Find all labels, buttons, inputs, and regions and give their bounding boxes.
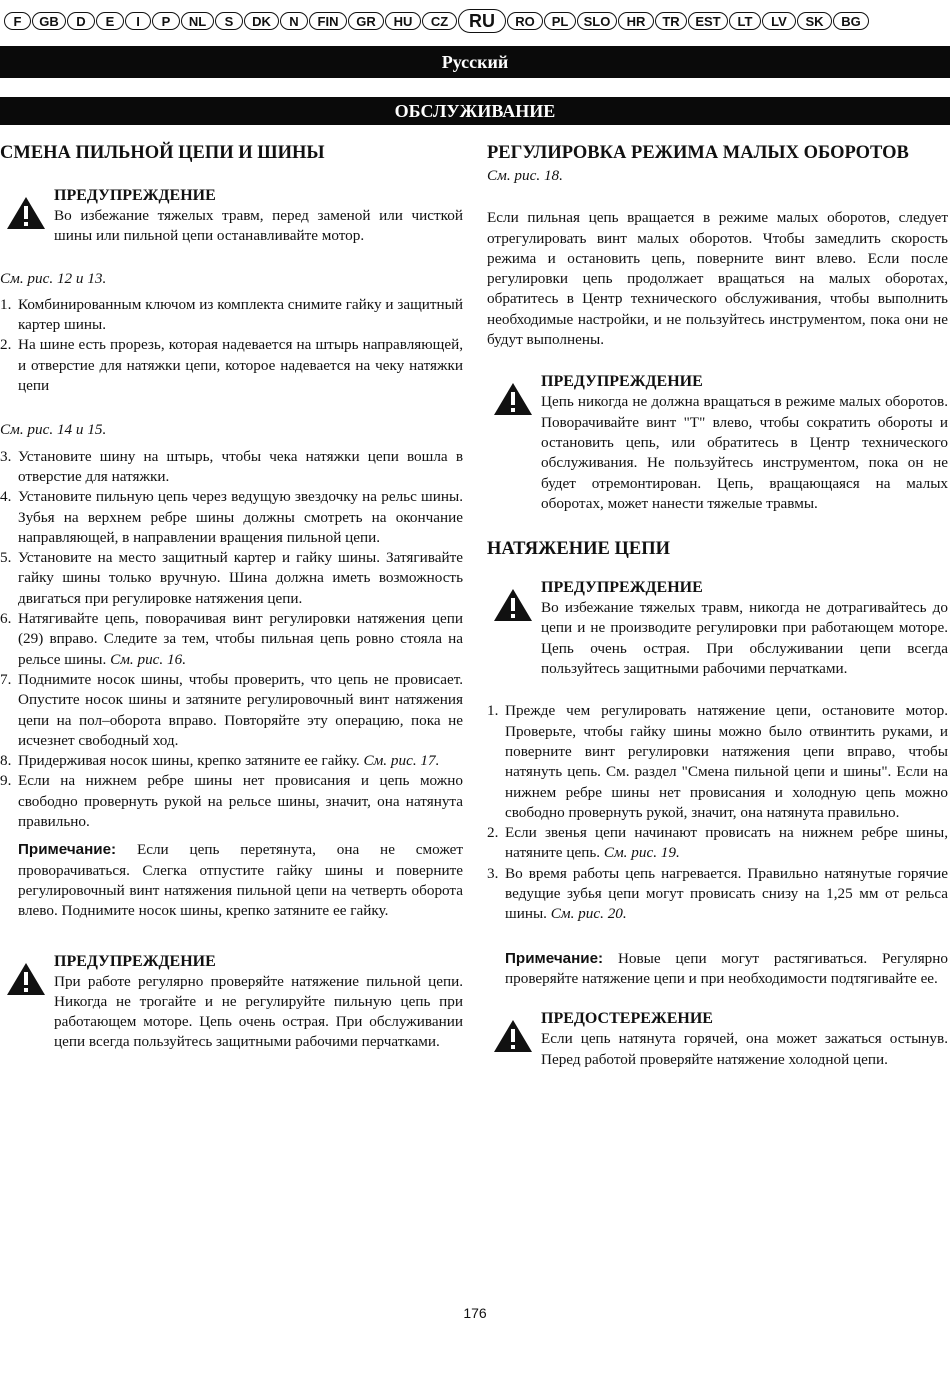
warning-triangle-icon (493, 382, 533, 416)
list-item-number: 8. (0, 752, 12, 770)
caution-text: Если цепь натянута горячей, она может зажаться остынув. Перед работой проверяйте натяжение холодной цепи. (541, 1030, 948, 1068)
list-item-text: Поднимите носок шины, чтобы проверить, что цепь не провисает. Опустите носок шины и затяните регулировочный винт натяжения цепи на пол–оборота вправо. Повторяйте эту операцию, пока не исчезнет свободный ход. (18, 670, 463, 749)
idle-paragraph: Если пильная цепь вращается в режиме малых оборотов, следует отрегулировать винт малых оборотов. Чтобы замедлить скорость режима и остановить цепь, поверните винт влево. Если после регулировки цепь продолжает вращаться на малых оборотах, обратитесь в Центр технического обслуживания, чтобы выполнить необходимые настройки, и не пользуйтесь инструментом, пока они не будут выполнены. (487, 209, 948, 349)
list-item-text: Если на нижнем ребре шины нет провисания и цепь можно свободно провернуть рукой на рельсе шины, значит, она натянута правильно. (18, 772, 463, 831)
list-item (0, 335, 463, 396)
language-tab-hr[interactable]: HR (618, 12, 654, 30)
list-item-number: 5. (0, 549, 12, 567)
warning-triangle-icon (493, 1019, 533, 1053)
steps-list-b (0, 447, 463, 833)
caution-title: ПРЕДОСТЕРЕЖЕНИЕ (541, 1010, 713, 1028)
list-item (0, 670, 463, 751)
caution-box (487, 1009, 948, 1070)
language-tab-f[interactable]: F (4, 12, 31, 30)
warning-title: ПРЕДУПРЕЖДЕНИЕ (541, 373, 703, 391)
note-text: Новые цепи могут растягиваться. Регулярно проверяйте натяжение цепи и при необходимости подтягивайте ее. (505, 949, 949, 987)
warning-text: Цепь никогда не должна вращаться в режиме малых оборотов. Поворачивайте винт "T" влево, чтобы сократить обороты и остановить цепь, или обратитесь в Центр технического обслуживания. Не пользуйтесь инструментом, пока он не будет отремонтирован. Цепь, вращающаяся на малых оборотах, может нанести тяжелые травмы. (541, 393, 948, 512)
left-column (0, 140, 463, 1053)
language-tab-p[interactable]: P (152, 12, 180, 30)
figure-reference: См. рис. 14 и 15. (0, 421, 107, 439)
list-item (0, 295, 463, 336)
language-tab-cz[interactable]: CZ (422, 12, 457, 30)
language-tab-hu[interactable]: HU (385, 12, 421, 30)
page-number: 176 (463, 1305, 487, 1321)
figure-reference: См. рис. 12 и 13. (0, 269, 107, 287)
list-item-number: 1. (0, 295, 12, 313)
list-item (487, 864, 948, 925)
language-tab-e[interactable]: E (96, 12, 124, 30)
list-item (487, 823, 948, 864)
language-tab-gb[interactable]: GB (32, 12, 66, 30)
note-text: Если цепь перетянута, она не сможет проворачиваться. Слегка отпустите гайку шины и поверните регулировочный винт натяжения пильной цепи на четверть оборота влево. Поднимите носок шины, крепко затяните ее гайку. (18, 841, 463, 920)
list-item-text: Прежде чем регулировать натяжение цепи, остановите мотор. Проверьте, чтобы гайку шины можно было отвинтить руками, и поверните винт регулировки натяжения цепи вправо, чтобы натянуть цепь. См. раздел "Смена пильной цепи и шины". Если на нижнем ребре шины нет провисания и холодную цепь можно свободно провернуть рукой, значит, она натянута правильно. (505, 702, 948, 821)
language-tab-ro[interactable]: RO (507, 12, 543, 30)
language-tab-est[interactable]: EST (688, 12, 728, 30)
note-paragraph (487, 949, 948, 990)
language-tab-lt[interactable]: LT (729, 12, 761, 30)
language-tab-n[interactable]: N (280, 12, 308, 30)
list-item-text: Если звенья цепи начинают провисать на нижнем ребре шины, натяните цепь. (505, 824, 948, 862)
list-item-number: 1. (487, 702, 499, 720)
language-tab-lv[interactable]: LV (762, 12, 796, 30)
list-item-number: 2. (0, 336, 12, 354)
list-item-text: Установите пильную цепь через ведущую звездочку на рельс шины. Зубья на верхнем ребре шины должны смотреть на окончание направляющей, в направлении вращения пильной цепи. (18, 488, 463, 546)
list-item-number: 2. (487, 824, 499, 842)
warning-box (0, 952, 463, 1053)
list-item-number: 3. (487, 864, 499, 882)
section-header: ОБСЛУЖИВАНИЕ (0, 97, 950, 125)
language-header: Русский (0, 46, 950, 78)
warning-text: Во избежание тяжелых травм, никогда не дотрагивайтесь до цепи и не производите регулировки при работающем моторе. Цепь очень острая. При обслуживании цепи всегда пользуйтесь защитными рабочими перчатками. (541, 599, 948, 678)
language-tab-pl[interactable]: PL (544, 12, 576, 30)
language-tab-sk[interactable]: SK (797, 12, 832, 30)
language-tab-ru[interactable]: RU (458, 9, 506, 33)
warning-text: При работе регулярно проверяйте натяжение пильной цепи. Никогда не трогайте и не регулируйте пильную цепь при работающем моторе. Цепь очень острая. При обслуживании цепи всегда пользуйтесь защитными рабочими перчатками. (54, 972, 463, 1051)
warning-title: ПРЕДУПРЕЖДЕНИЕ (541, 579, 703, 597)
warning-text: Во избежание тяжелых травм, перед заменой или чисткой шины или пильной цепи останавливайте мотор. (54, 207, 463, 245)
language-tab-bar (4, 9, 946, 33)
language-tab-s[interactable]: S (215, 12, 243, 30)
list-item-text: Установите шину на штырь, чтобы чека натяжки цепи вошла в отверстие для натяжки. (18, 447, 463, 485)
warning-triangle-icon (6, 962, 46, 996)
list-item-number: 9. (0, 772, 12, 790)
language-tab-i[interactable]: I (125, 12, 151, 30)
list-item-number: 3. (0, 447, 12, 465)
list-item-text: Комбинированным ключом из комплекта снимите гайку и защитный картер шины. (18, 295, 463, 334)
figure-reference: См. рис. 17. (363, 752, 440, 770)
figure-reference: См. рис. 18. (487, 167, 563, 184)
list-item (0, 609, 463, 670)
steps-list-tension (487, 701, 948, 924)
note-paragraph (0, 840, 463, 921)
right-column (487, 140, 948, 1070)
warning-box (487, 578, 948, 679)
warning-triangle-icon (493, 588, 533, 622)
list-item (0, 751, 463, 771)
section-title-idle-adjustment: РЕГУЛИРОВКА РЕЖИМА МАЛЫХ ОБОРОТОВ (487, 143, 909, 163)
list-item-number: 4. (0, 488, 12, 506)
figure-reference: См. рис. 16. (110, 650, 186, 668)
language-tab-tr[interactable]: TR (655, 12, 687, 30)
language-tab-d[interactable]: D (67, 12, 95, 30)
section-title-chain-bar-replacement: СМЕНА ПИЛЬНОЙ ЦЕПИ И ШИНЫ (0, 143, 325, 163)
list-item-text: На шине есть прорезь, которая надевается на штырь направляющей, и отверстие для натяжки цепи, которое надевается на чеку натяжки цепи (18, 336, 463, 395)
figure-reference: См. рис. 20. (550, 905, 627, 923)
section-title-chain-tension: НАТЯЖЕНИЕ ЦЕПИ (487, 539, 671, 560)
note-label: Примечание: (505, 949, 604, 967)
note-label: Примечание: (18, 841, 117, 859)
list-item-number: 6. (0, 610, 12, 628)
list-item (0, 548, 463, 609)
list-item (487, 701, 948, 823)
warning-title: ПРЕДУПРЕЖДЕНИЕ (54, 952, 216, 970)
language-tab-bg[interactable]: BG (833, 12, 869, 30)
warning-box (0, 186, 463, 247)
list-item-text: Придерживая носок шины, крепко затяните ее гайку. (18, 752, 360, 770)
language-tab-nl[interactable]: NL (181, 12, 214, 30)
language-tab-slo[interactable]: SLO (577, 12, 617, 30)
figure-reference: См. рис. 19. (603, 844, 680, 862)
warning-triangle-icon (6, 196, 46, 230)
list-item (0, 771, 463, 832)
language-tab-fin[interactable]: FIN (309, 12, 347, 30)
list-item (0, 447, 463, 488)
list-item (0, 487, 463, 548)
list-item-text: Установите на место защитный картер и гайку шины. Затягивайте гайку шины только вручную. Шина должна иметь возможность двигаться при регулировке натяжения цепи. (18, 549, 463, 607)
language-tab-dk[interactable]: DK (244, 12, 279, 30)
list-item-number: 7. (0, 670, 12, 688)
language-tab-gr[interactable]: GR (348, 12, 384, 30)
warning-title: ПРЕДУПРЕЖДЕНИЕ (54, 187, 216, 204)
warning-box (487, 372, 948, 514)
list-item-text: Во время работы цепь нагревается. Правильно натянутые горячие ведущие зубья цепи могут провисать снизу на 1,25 мм от рельса шины. (505, 864, 948, 923)
steps-list-a (0, 295, 463, 396)
list-item-text: Натягивайте цепь, поворачивая винт регулировки натяжения цепи (29) вправо. Следите за тем, чтобы пильная цепь ровно стояла на рельсе шины. (18, 610, 463, 668)
